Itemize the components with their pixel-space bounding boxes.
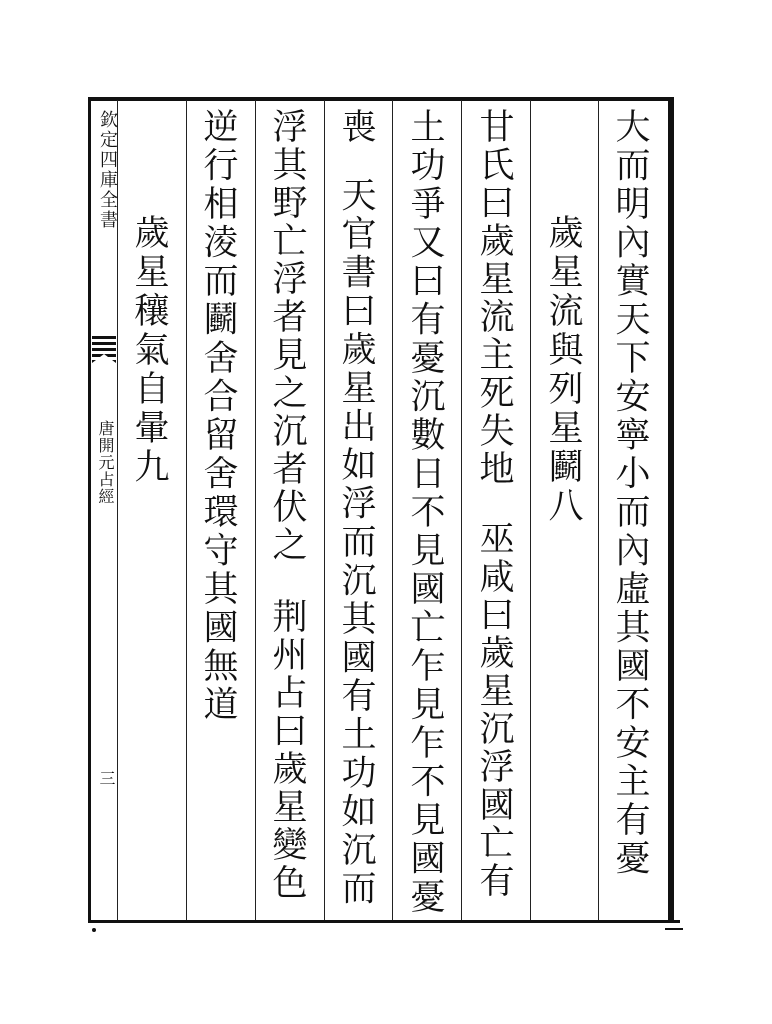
text-column-1: 大而明內實天下安寧小而內虛其國不安主有憂 [610, 108, 650, 878]
frame-bottom-border [90, 920, 680, 923]
fish-tail-ornament-icon [92, 333, 116, 363]
text-column-6-part-a: 浮其野亡浮者見之沉者伏之 [267, 108, 307, 564]
column-rule [461, 100, 462, 920]
margin-page-number: 三 [97, 770, 116, 786]
column-rule [186, 100, 187, 920]
column-rule [598, 100, 599, 920]
text-column-3-part-b: 巫咸曰歲星沉浮國亡有 [474, 520, 514, 900]
margin-book-title: 唐開元占經 [96, 420, 115, 505]
column-rule [255, 100, 256, 920]
text-column-6-part-b: 荆州占曰歲星變色 [267, 598, 307, 902]
column-rule [392, 100, 393, 920]
column-rule [530, 100, 531, 920]
text-column-2: 歲星流與列星鬬八 [543, 214, 583, 526]
text-column-3-part-a: 甘氏曰歲星流主死失地 [474, 108, 514, 488]
corner-dot [92, 928, 96, 932]
text-column-5-part-b: 天官書曰歲星出如浮而沉其國有土功如沉而 [336, 176, 376, 908]
text-column-6 [267, 108, 307, 902]
text-column-5-part-a: 喪 [336, 108, 376, 147]
text-column-3 [474, 108, 514, 900]
text-column-8: 歲星穰氣自暈九 [129, 214, 169, 487]
frame-left-border [88, 97, 91, 923]
column-rule [324, 100, 325, 920]
text-column-5 [336, 108, 376, 908]
frame-right-border [668, 97, 674, 923]
text-column-4: 土功爭又曰有憂沉數日不見國亡乍見乍不見國憂 [405, 108, 445, 917]
bottom-tick-mark [665, 928, 683, 930]
text-column-7: 逆行相淩而鬬舍合留舍環守其國無道 [198, 108, 238, 724]
frame-top-border [90, 97, 670, 101]
margin-collection-title: 欽定四庫全書 [97, 110, 118, 230]
